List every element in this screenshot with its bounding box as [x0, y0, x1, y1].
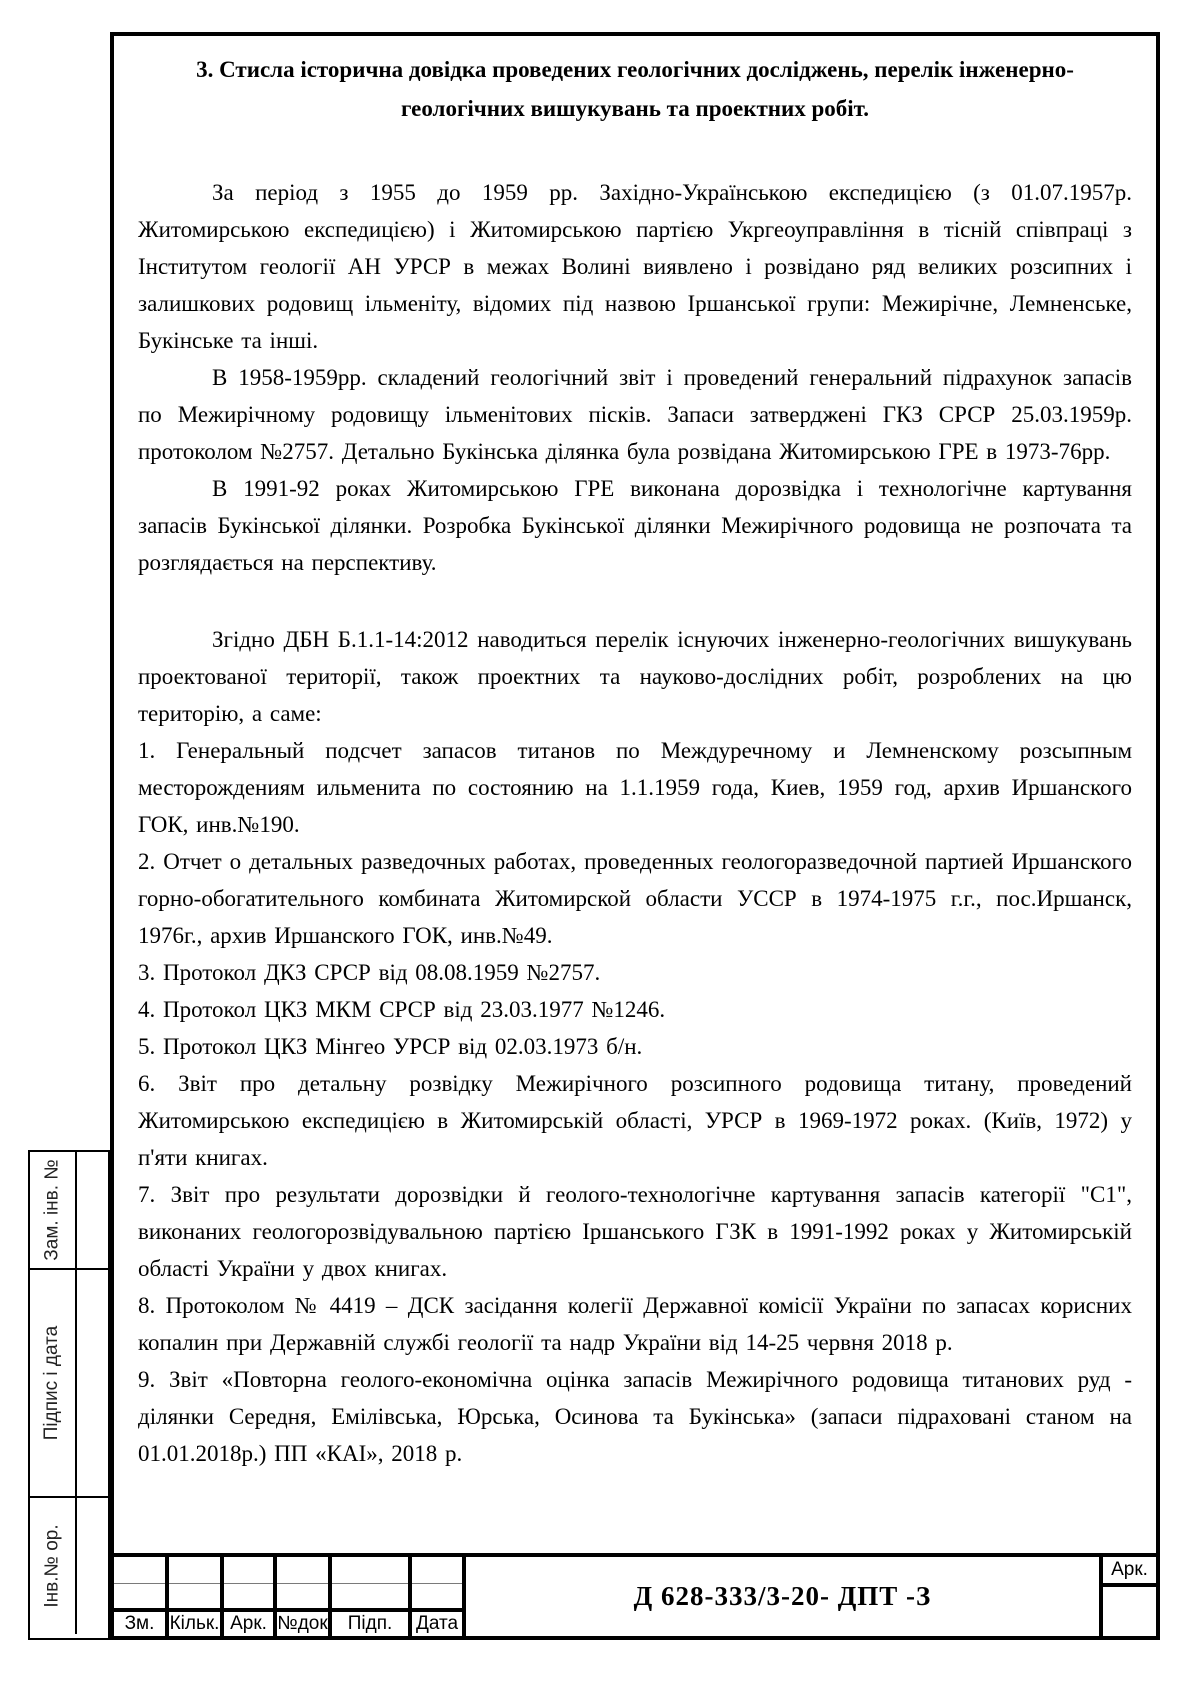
title-block-empty-cell [412, 1557, 462, 1584]
title-block-empty-cell [412, 1584, 462, 1612]
side-label-inv-no [30, 1498, 77, 1634]
title-block-col-kilk [169, 1557, 224, 1636]
title-block-empty-cell [169, 1584, 220, 1612]
title-block-col-zm [114, 1557, 169, 1636]
side-label-zam-inv-text: Зам. інв. № [41, 1159, 63, 1261]
sheet-number-cell [1103, 1587, 1156, 1636]
title-block-col-pidp [332, 1557, 412, 1636]
page-frame [110, 32, 1160, 1640]
title-block [114, 1553, 1156, 1636]
title-block-col-nodok [277, 1557, 332, 1636]
side-label-pidpys-data-text: Підпис і дата [41, 1325, 63, 1441]
title-block-column-label: №док [277, 1613, 328, 1634]
reference-list-item: 2. Отчет о детальных разведочных работах, проведенных геологоразведочной партией Иршанского горно-обогатительного комбината Житомирской области УССР в 1974-1975 г.г., пос.Иршанск, 1976г., архив Иршанского ГОК, инв.№49. [138, 849, 1132, 948]
reference-list-item: 3. Протокол ДКЗ СРСР від 08.08.1959 №2757. [138, 960, 601, 985]
side-label-pidpys-data [30, 1270, 77, 1496]
side-blank-cell [77, 1270, 108, 1496]
title-block-empty-cell [277, 1584, 328, 1612]
side-column [28, 1150, 110, 1640]
side-cell-zam-inv [30, 1152, 108, 1270]
reference-list-item: 1. Генеральный подсчет запасов титанов по Междуречному и Лемненскому розсыпным месторождениям ильменита по состоянию на 1.1.1959 года, Киев, 1959 год, архив Иршанского ГОК, инв.№190. [138, 738, 1132, 837]
title-block-column-label: Зм. [124, 1613, 155, 1634]
side-blank-cell [77, 1498, 108, 1634]
reference-list-item: 9. Звіт «Повторна геолого-економічна оцінка запасів Межирічного родовища титанових руд - ділянки Середня, Емілівська, Юрська, Осинова та Букінська» (запаси підраховані станом на 01.01.2018р.) ПП «КАІ», 2018 р. [138, 1367, 1132, 1466]
sheet-column [1103, 1557, 1156, 1636]
title-block-col-data [412, 1557, 466, 1636]
document-number: Д 628-333/3-20- ДПТ -З [466, 1557, 1103, 1636]
reference-list-item: 6. Звіт про детальну розвідку Межирічного розсипного родовища титану, проведений Житомирською експедицією в Житомирській області, УРСР в 1969-1972 роках. (Київ, 1972) у п'яти книгах. [138, 1071, 1132, 1170]
title-block-empty-cell [114, 1557, 165, 1584]
title-block-column-label: Дата [415, 1613, 459, 1634]
title-block-empty-cell [224, 1584, 273, 1612]
title-block-column-label: Підп. [347, 1613, 393, 1634]
title-block-column-label: Кільк. [169, 1613, 220, 1634]
reference-list-item: 5. Протокол ЦКЗ Мінгео УРСР від 02.03.1973 б/н. [138, 1034, 643, 1059]
sheet-label: Арк. [1103, 1557, 1156, 1587]
title-block-empty-cell [169, 1557, 220, 1584]
title-block-empty-cell [224, 1557, 273, 1584]
title-block-column-label: Арк. [230, 1613, 267, 1634]
side-label-zam-inv [30, 1152, 77, 1268]
section-title: 3. Стисла історична довідка проведених геологічних досліджень, перелік інженерно-геологічних вишукувань та проектних робіт. [196, 57, 1074, 121]
side-cell-pidpys-data [30, 1270, 108, 1498]
side-label-inv-no-text: Інв.№ ор. [41, 1524, 63, 1608]
reference-list-item: 7. Звіт про результати дорозвідки й геолого-технологічне картування запасів категорії "С1", виконаних геологорозвідувальною партією Іршанського ГЗК в 1991-1992 роках у Житомирській області України у двох книгах. [138, 1182, 1132, 1281]
title-block-empty-cell [114, 1584, 165, 1612]
side-blank-cell [77, 1152, 108, 1268]
title-block-empty-cell [332, 1557, 408, 1584]
title-block-empty-cell [332, 1584, 408, 1612]
paragraph: Згідно ДБН Б.1.1-14:2012 наводиться перелік існуючих інженерно-геологічних вишукувань проектованої території, також проектних та науково-дослідних робіт, розроблених на цю територію, а саме: [138, 627, 1132, 726]
title-block-empty-cell [277, 1557, 328, 1584]
document-body [114, 36, 1156, 1553]
title-block-col-ark [224, 1557, 277, 1636]
paragraph: В 1958-1959рр. складений геологічний звіт і проведений генеральний підрахунок запасів по Межирічному родовищу ільменітових пісків. Запаси затверджені ГКЗ СРСР 25.03.1959р. протоколом №2757. Детально Букінська ділянка була розвідана Житомирською ГРЕ в 1973-76рр. [138, 365, 1132, 464]
reference-list-item: 8. Протоколом № 4419 – ДСК засідання колегії Державної комісії України по запасах корисних копалин при Державній службі геології та надр України від 14-25 червня 2018 р. [138, 1293, 1132, 1355]
side-cell-inv-no [30, 1498, 108, 1634]
paragraph: В 1991-92 роках Житомирською ГРЕ виконана дорозвідка і технологічне картування запасів Букінської ділянки. Розробка Букінської ділянки Межирічного родовища не розпочата та розглядається на перспективу. [138, 476, 1132, 575]
paragraph: За період з 1955 до 1959 рр. Західно-Українською експедицією (з 01.07.1957р. Житомирською експедицією) і Житомирською партією Укргеоуправління в тісній співпраці з Інститутом геології АН УРСР в межах Волині виявлено і розвідано ряд великих розсипних і залишкових родовищ ільменіту, відомих під назвою Іршанської групи: Межирічне, Лемненське, Букінське та інші. [138, 180, 1132, 353]
reference-list-item: 4. Протокол ЦКЗ МКМ СРСР від 23.03.1977 №1246. [138, 997, 666, 1022]
